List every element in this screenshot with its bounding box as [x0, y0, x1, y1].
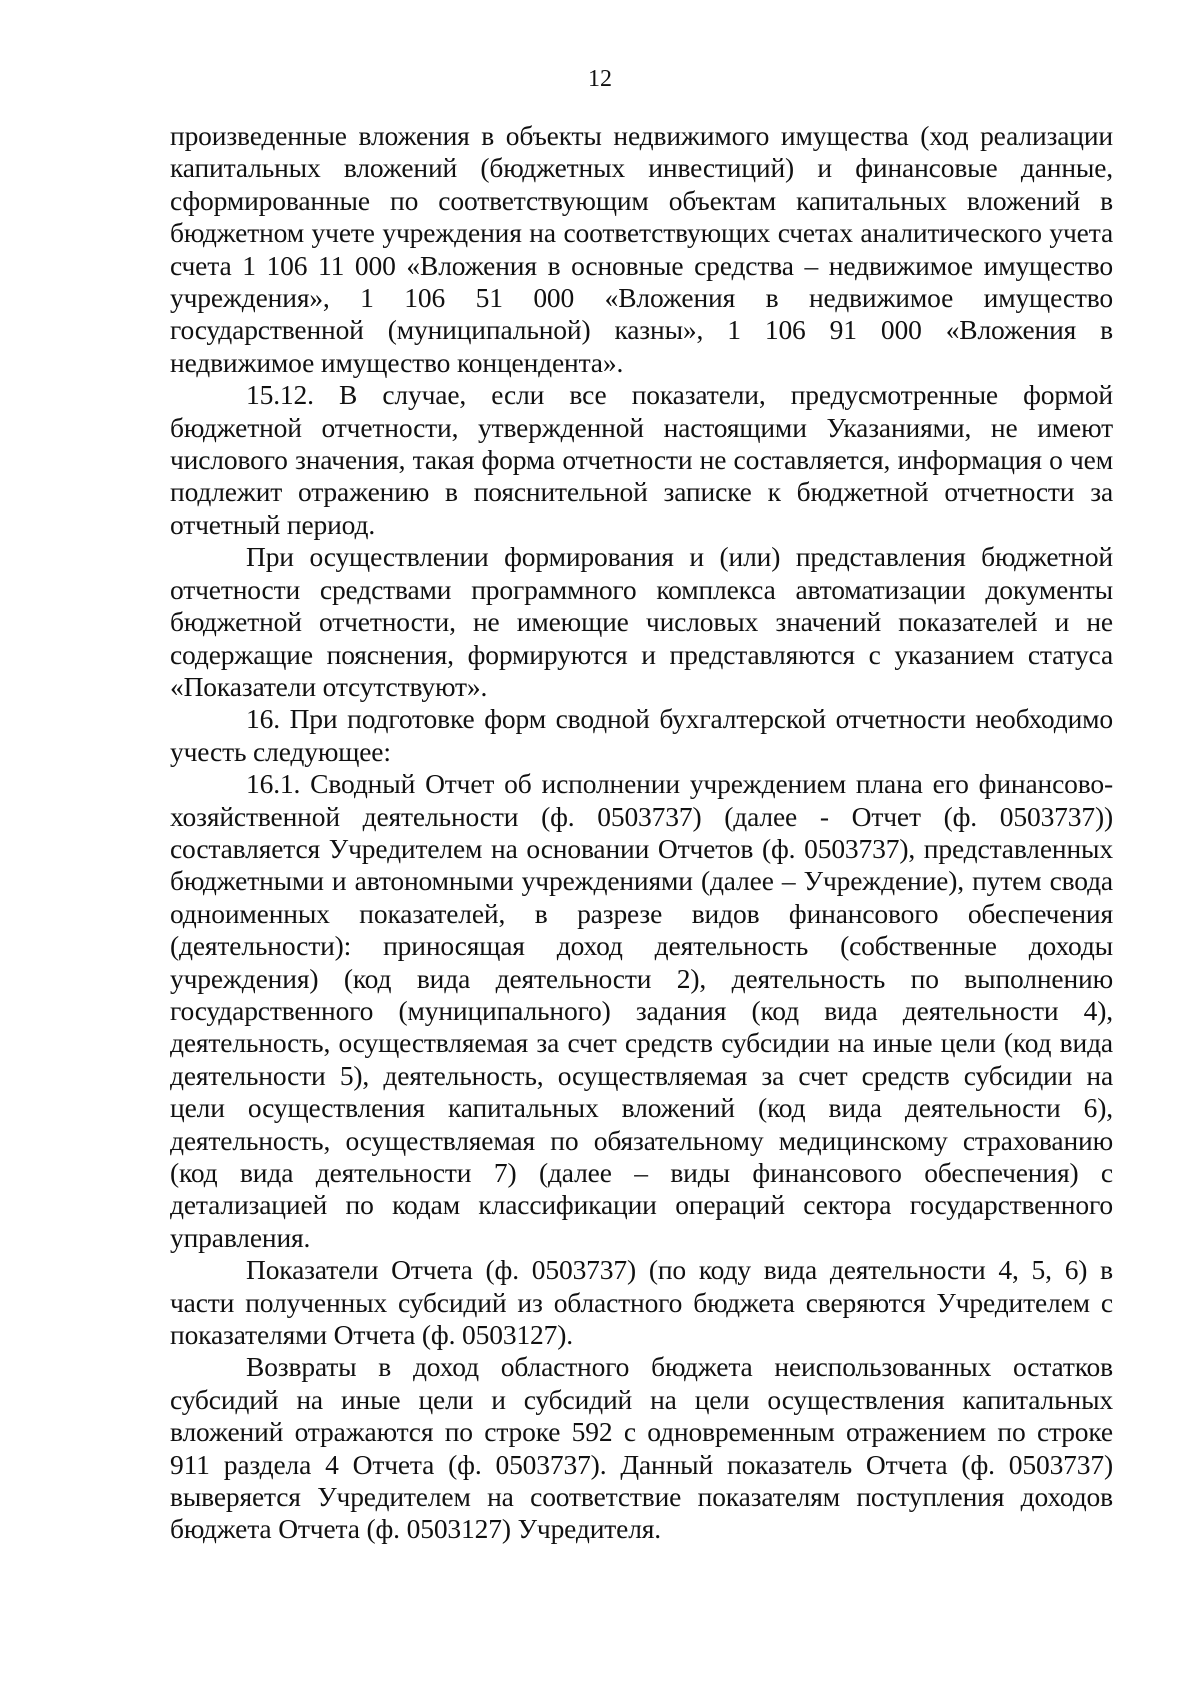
paragraph-16: 16. При подготовке форм сводной бухгалтерской отчетности необходимо учесть следующее: [170, 703, 1113, 767]
paragraph-investments-continued: произведенные вложения в объекты недвижимого имущества (ход реализации капитальных вложений (бюджетных инвестиций) и финансовые данные, сформированные по соответствующим объектам капитальных вложений в бюджетном учете учреждения на соответствующих счетах аналитического учета счета 1 106 11 000 «Вложения в основные средства – недвижимое имущество учреждения», 1 106 51 000 «Вложения в недвижимое имущество государственной (муниципальной) казны», 1 106 91 000 «Вложения в недвижимое имущество концендента». [170, 120, 1113, 378]
paragraph-15-12: 15.12. В случае, если все показатели, предусмотренные формой бюджетной отчетности, утвержденной настоящими Указаниями, не имеют числового значения, такая форма отчетности не составляется, информация о чем подлежит отражению в пояснительной записке к бюджетной отчетности за отчетный период. [170, 379, 1113, 540]
paragraph-16-1: 16.1. Сводный Отчет об исполнении учреждением плана его финансово-хозяйственной деятельности (ф. 0503737) (далее - Отчет (ф. 0503737)) составляется Учредителем на основании Отчетов (ф. 0503737), представленных бюджетными и автономными учреждениями (далее – Учреждение), путем свода одноименных показателей, в разрезе видов финансового обеспечения (деятельности): приносящая доход деятельность (собственные доходы учреждения) (код вида деятельности 2), деятельность по выполнению государственного (муниципального) задания (код вида деятельности 4), деятельность, осуществляемая за счет средств субсидии на иные цели (код вида деятельности 5), деятельность, осуществляемая за счет средств субсидии на цели осуществления капитальных вложений (код вида деятельности 6), деятельность, осуществляемая по обязательному медицинскому страхованию (код вида деятельности 7) (далее – виды финансового обеспечения) с детализацией по кодам классификации операций сектора государственного управления. [170, 768, 1113, 1253]
document-body [170, 120, 1113, 1546]
paragraph-software-reporting: При осуществлении формирования и (или) представления бюджетной отчетности средствами программного комплекса автоматизации документы бюджетной отчетности, не имеющие числовых значений показателей и не содержащие пояснения, формируются и представляются с указанием статуса «Показатели отсутствуют». [170, 541, 1113, 702]
paragraph-report-indicators: Показатели Отчета (ф. 0503737) (по коду вида деятельности 4, 5, 6) в части полученных субсидий из областного бюджета сверяются Учредителем с показателями Отчета (ф. 0503127). [170, 1254, 1113, 1351]
page-number: 12 [588, 66, 612, 92]
paragraph-subsidy-returns: Возвраты в доход областного бюджета неиспользованных остатков субсидий на иные цели и субсидий на цели осуществления капитальных вложений отражаются по строке 592 с одновременным отражением по строке 911 раздела 4 Отчета (ф. 0503737). Данный показатель Отчета (ф. 0503737) выверяется Учредителем на соответствие показателям поступления доходов бюджета Отчета (ф. 0503127) Учредителя. [170, 1351, 1113, 1545]
